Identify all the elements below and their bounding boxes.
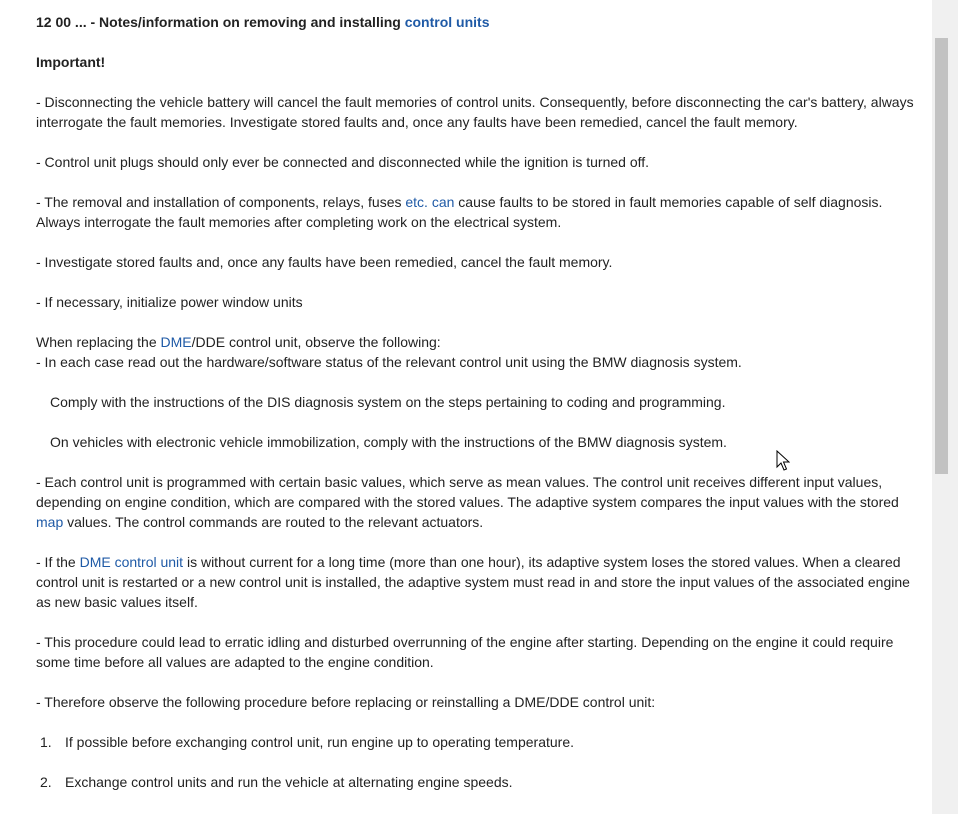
step-item: [36, 772, 924, 792]
page-title: [36, 12, 924, 32]
note-text: is without current for a long time (more than one hour), its adaptive system loses the stored values. When a cleared control unit is restarted or a new control unit is installed, the adaptive system must read in and store the input values of the associated engine as new basic values itself.: [36, 554, 910, 610]
note-read-status: - In each case read out the hardware/software status of the relevant control unit using the BMW diagnosis system.: [36, 354, 742, 370]
note-dis-coding: Comply with the instructions of the DIS diagnosis system on the steps pertaining to coding and programming.: [50, 394, 726, 410]
note-removal-installation: [36, 192, 924, 232]
control-units-link[interactable]: control units: [404, 14, 490, 30]
note-erratic-idling: - This procedure could lead to erratic idling and disturbed overrunning of the engine after starting. Depending on the engine it could require some time before all values are adapted to the engine condition.: [36, 634, 894, 670]
important-heading: Important!: [36, 54, 106, 70]
note-text: - If the: [36, 554, 80, 570]
note-text: - Each control unit is programmed with certain basic values, which serve as mean values. The control unit receives different input values, depending on engine condition, which are compared with the stored values. The adaptive system compares the input values with the stored: [36, 474, 899, 510]
note-battery-disconnect: - Disconnecting the vehicle battery will cancel the fault memories of control units. Consequently, before disconnecting the car's battery, always interrogate the fault memories. Investigate stored faults and, once any faults have been remedied, cancel the fault memory.: [36, 94, 914, 130]
vertical-scrollbar[interactable]: [932, 0, 958, 814]
step-number: 2.: [40, 774, 52, 790]
dme-control-unit-link[interactable]: DME control unit: [79, 554, 184, 570]
scrollbar-thumb[interactable]: [935, 38, 948, 474]
document-body: [36, 12, 924, 812]
dme-link[interactable]: DME: [160, 334, 192, 350]
note-investigate-faults: - Investigate stored faults and, once any faults have been remedied, cancel the fault memory.: [36, 254, 613, 270]
step-number: 1.: [40, 734, 52, 750]
mouse-pointer-icon: [776, 450, 790, 472]
map-link[interactable]: map: [36, 514, 64, 530]
note-text: values. The control commands are routed to the relevant actuators.: [63, 514, 484, 530]
note-procedure-intro: - Therefore observe the following procedure before replacing or reinstalling a DME/DDE control unit:: [36, 694, 656, 710]
note-text: When replacing the: [36, 334, 161, 350]
note-basic-values: [36, 472, 924, 532]
note-immobilization: On vehicles with electronic vehicle immobilization, comply with the instructions of the BMW diagnosis system.: [50, 434, 727, 450]
note-text: cause faults to be stored in fault memories capable of self diagnosis. Always interrogate the fault memories after completing work on the electrical system.: [36, 194, 883, 230]
step-text: If possible before exchanging control unit, run engine up to operating temperature.: [65, 734, 574, 750]
note-power-window: - If necessary, initialize power window units: [36, 294, 303, 310]
note-dme-replacement: [36, 332, 924, 352]
note-text: - The removal and installation of components, relays, fuses: [36, 194, 406, 210]
note-plugs-ignition-off: - Control unit plugs should only ever be connected and disconnected while the ignition is turned off.: [36, 154, 650, 170]
page-title-prefix: 12 00 ... - Notes/information on removing and installing: [36, 14, 405, 30]
step-item: [36, 732, 924, 752]
etc-can-link[interactable]: etc. can: [405, 194, 455, 210]
note-text: /DDE control unit, observe the following:: [191, 334, 441, 350]
step-text: Exchange control units and run the vehicle at alternating engine speeds.: [65, 774, 513, 790]
note-adaptive-system: [36, 552, 924, 612]
